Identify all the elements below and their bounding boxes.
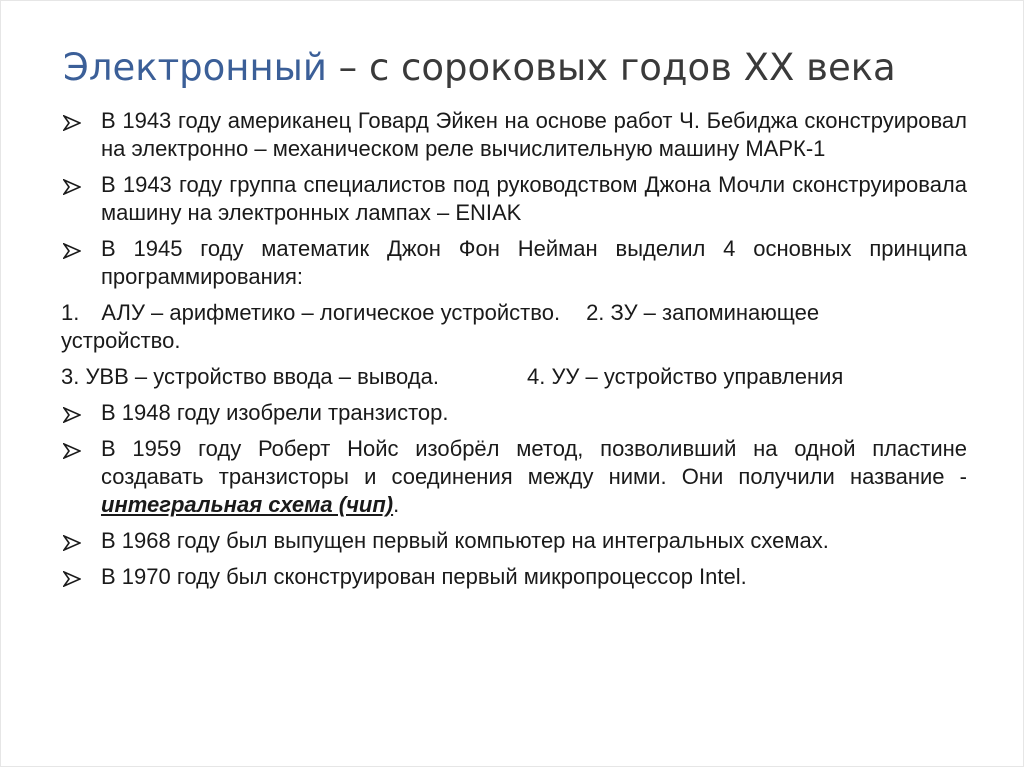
principles-line-2 xyxy=(61,363,967,391)
principle-2-text: 2. ЗУ – запоминающее xyxy=(586,300,820,325)
list-item xyxy=(61,435,967,519)
principle-2-continuation: устройство. xyxy=(61,328,181,353)
arrowhead-bullet-icon xyxy=(63,563,89,591)
arrowhead-bullet-icon xyxy=(63,235,89,263)
list-item xyxy=(61,107,967,163)
arrowhead-bullet-icon xyxy=(63,107,89,135)
list-item xyxy=(61,527,967,555)
title-rest: – с сороковых годов XX века xyxy=(326,46,896,89)
list-item-text: В 1948 году изобрели транзистор. xyxy=(101,400,449,425)
principle-1-text: АЛУ – арифметико – логическое устройство. xyxy=(101,300,561,325)
list-item-text: В 1959 году Роберт Нойс изобрёл метод, позволивший на одной пластине создавать транзисторы и соединения между ними. Они получили название - xyxy=(101,436,967,489)
emphasized-term: интегральная схема (чип) xyxy=(101,492,394,517)
arrowhead-bullet-icon xyxy=(63,527,89,555)
arrowhead-bullet-icon xyxy=(63,435,89,463)
principle-3-text: 3. УВВ – устройство ввода – вывода. xyxy=(61,364,439,389)
arrowhead-bullet-icon xyxy=(63,399,89,427)
list-item xyxy=(61,235,967,291)
list-item-text-end: . xyxy=(393,492,400,517)
slide-content xyxy=(61,107,967,599)
principle-4-text: 4. УУ – устройство управления xyxy=(527,364,844,389)
list-item xyxy=(61,171,967,227)
principle-1-number: 1. xyxy=(61,300,80,325)
arrowhead-bullet-icon xyxy=(63,171,89,199)
list-item xyxy=(61,399,967,427)
list-item-text: В 1970 году был сконструирован первый микропроцессор Intel. xyxy=(101,564,747,589)
list-item-text: В 1968 году был выпущен первый компьютер на интегральных схемах. xyxy=(101,528,829,553)
list-item-text: В 1943 году американец Говард Эйкен на основе работ Ч. Бебиджа сконструировал на электронно – механическом реле вычислительную машину МАРК-1 xyxy=(101,108,967,161)
list-item-text: В 1943 году группа специалистов под руководством Джона Мочли сконструировала машину на электронных лампах – ENIAK xyxy=(101,172,967,225)
principles-line-1 xyxy=(61,299,967,355)
list-item-text: В 1945 году математик Джон Фон Нейман выделил 4 основных принципа программирования: xyxy=(101,236,967,289)
title-highlight: Электронный xyxy=(63,46,327,89)
slide-title xyxy=(63,45,983,91)
list-item xyxy=(61,563,967,591)
